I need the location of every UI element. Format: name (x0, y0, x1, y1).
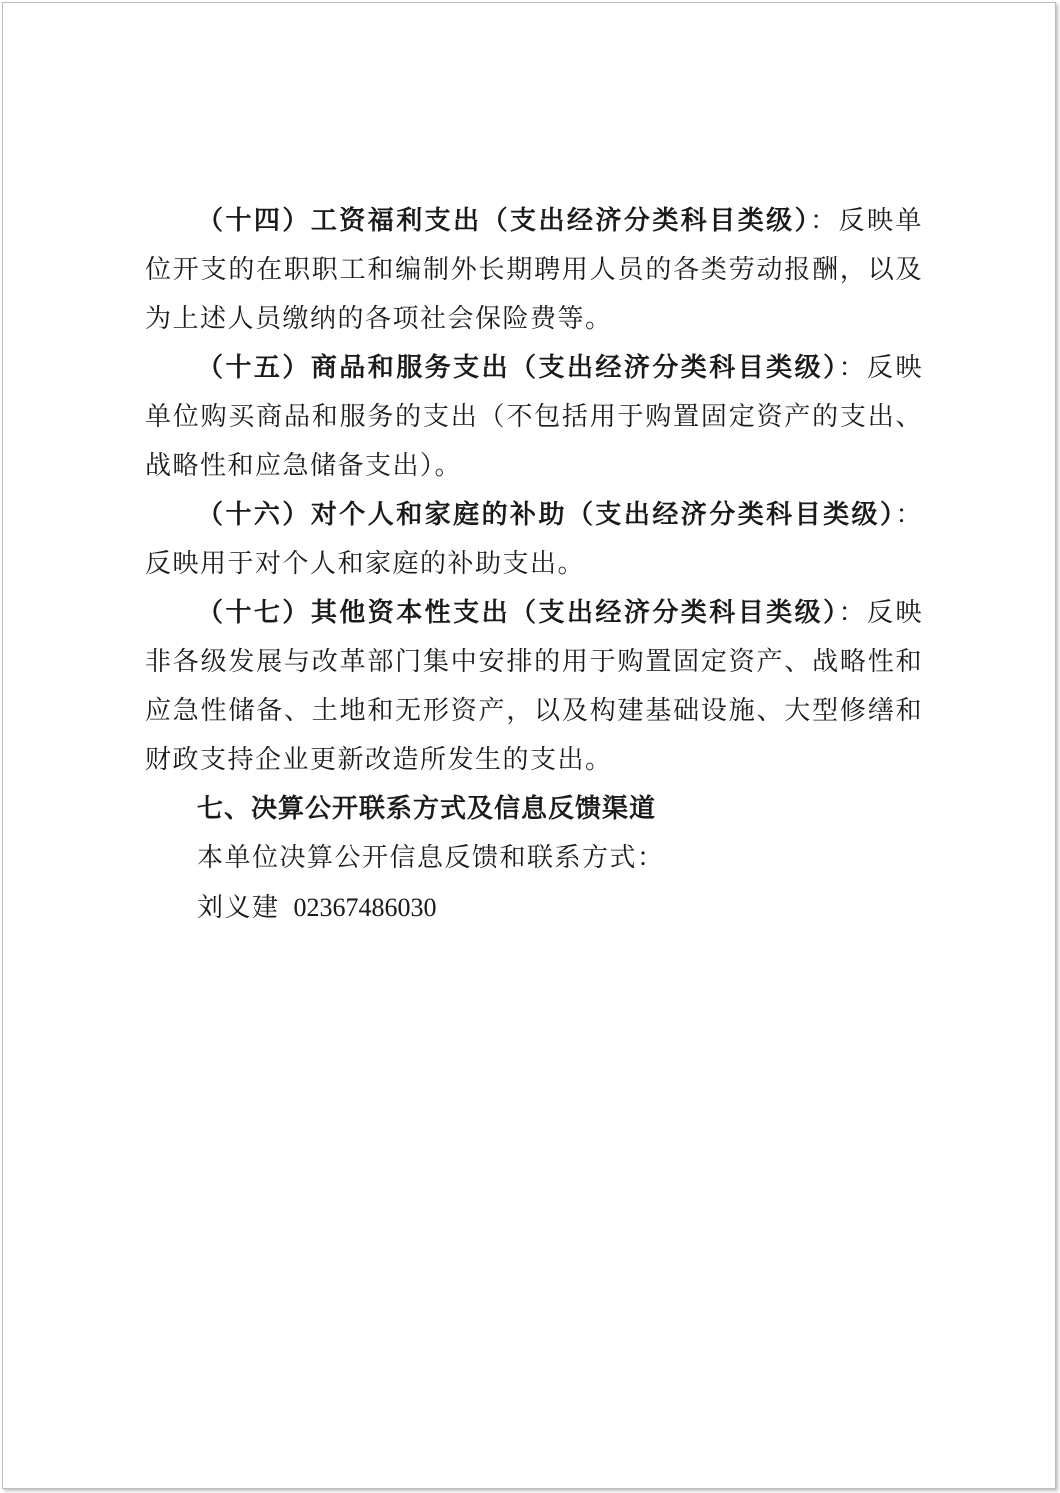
section-goods-services (145, 344, 923, 491)
section-other-capital (145, 589, 923, 785)
contact-heading: 七、决算公开联系方式及信息反馈渠道 (197, 794, 657, 824)
section-household-subsidy (145, 491, 923, 589)
section-body: ：反映非各级发展与改革部门集中安排的用于购置固定资产、战略性和应急性储备、土地和无形资产，以及构建基础设施、大型修缮和财政支持企业更新改造所发生的支出。 (145, 598, 923, 775)
contact-name: 刘义建 (197, 893, 280, 923)
section-title: （十四）工资福利支出（支出经济分类科目类级） (197, 206, 811, 236)
section-title: （十七）其他资本性支出（支出经济分类科目类级） (197, 598, 839, 628)
contact-phone: 02367486030 (293, 893, 437, 922)
section-body: ：反映单位购买商品和服务的支出（不包括用于购置固定资产的支出、战略性和应急储备支出）。 (145, 353, 923, 481)
section-body: ：反映单位开支的在职职工和编制外长期聘用人员的各类劳动报酬，以及为上述人员缴纳的各项社会保险费等。 (145, 206, 923, 334)
section-body: ：反映用于对个人和家庭的补助支出。 (145, 500, 923, 579)
contact-line (145, 883, 923, 933)
section-wage-welfare (145, 197, 923, 344)
section-title: （十六）对个人和家庭的补助（支出经济分类科目类级） (197, 500, 896, 530)
section-title: （十五）商品和服务支出（支出经济分类科目类级） (197, 353, 839, 383)
contact-intro: 本单位决算公开信息反馈和联系方式： (197, 843, 665, 873)
document-page (2, 2, 1056, 1489)
document-content (145, 197, 923, 933)
